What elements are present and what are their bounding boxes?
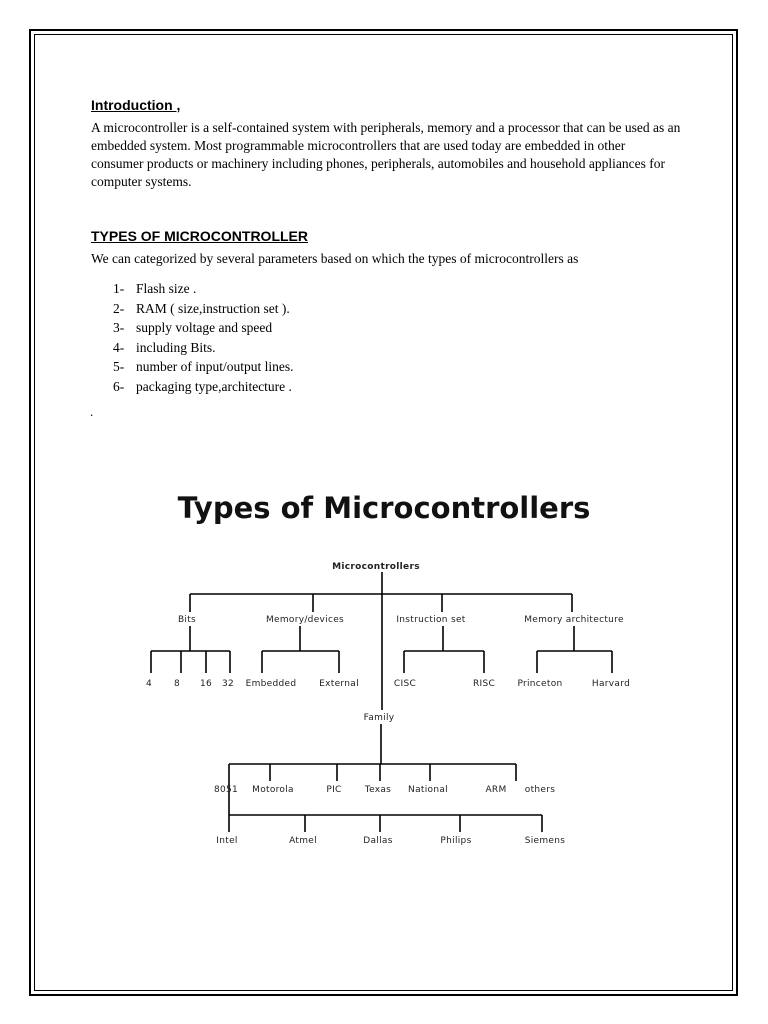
node-pic: PIC xyxy=(326,785,342,795)
types-paragraph: We can categorized by several parameters based on which the types of microcontrollers as xyxy=(91,251,579,266)
introduction-heading: Introduction , xyxy=(91,97,181,113)
node-siemens: Siemens xyxy=(524,836,566,846)
node-bits-4: 4 xyxy=(145,679,153,689)
node-memory-devices: Memory/devices xyxy=(265,615,345,625)
node-root: Microcontrollers xyxy=(332,562,420,572)
node-bits-32: 32 xyxy=(221,679,235,689)
introduction-paragraph: A microcontroller is a self-contained system with peripherals, memory and a processor that can be used as an embedded system. Most programmable microcontrollers that are used today are embedded in other consumer products or machinery including phones, peripherals, automobiles and household appliances for computer systems. xyxy=(91,120,681,189)
node-embedded: Embedded xyxy=(245,679,297,689)
node-instruction-set: Instruction set xyxy=(396,615,466,625)
node-8051: 8051 xyxy=(213,785,239,795)
diagram-title: Types of Microcontrollers xyxy=(177,491,591,525)
list-item: 2- RAM ( size,instruction set ). xyxy=(113,300,290,316)
node-bits: Bits xyxy=(177,615,197,625)
node-cisc: CISC xyxy=(393,679,417,689)
node-arm: ARM xyxy=(485,785,507,795)
trailing-dot: . xyxy=(90,404,94,419)
node-external: External xyxy=(319,679,359,689)
node-intel: Intel xyxy=(216,836,238,846)
list-item: 3- supply voltage and speed xyxy=(113,320,273,335)
list-item: 4- including Bits. xyxy=(113,339,216,355)
list-item: 6- packaging type,architecture . xyxy=(113,378,292,394)
node-memory-architecture: Memory architecture xyxy=(524,615,624,625)
node-princeton: Princeton xyxy=(517,679,563,689)
node-motorola: Motorola xyxy=(252,785,294,795)
node-bits-8: 8 xyxy=(173,679,181,689)
node-family: Family xyxy=(363,713,395,723)
node-dallas: Dallas xyxy=(363,836,393,846)
list-item: 1- Flash size . xyxy=(113,281,197,296)
types-heading: TYPES OF MICROCONTROLLER xyxy=(91,228,308,244)
node-risc: RISC xyxy=(472,679,496,689)
node-others: others xyxy=(524,785,556,795)
node-texas: Texas xyxy=(364,785,392,795)
node-national: National xyxy=(408,785,448,795)
node-atmel: Atmel xyxy=(289,836,317,846)
list-item: 5- number of input/output lines. xyxy=(113,359,294,374)
node-philips: Philips xyxy=(440,836,472,846)
node-bits-16: 16 xyxy=(199,679,213,689)
node-harvard: Harvard xyxy=(591,679,631,689)
